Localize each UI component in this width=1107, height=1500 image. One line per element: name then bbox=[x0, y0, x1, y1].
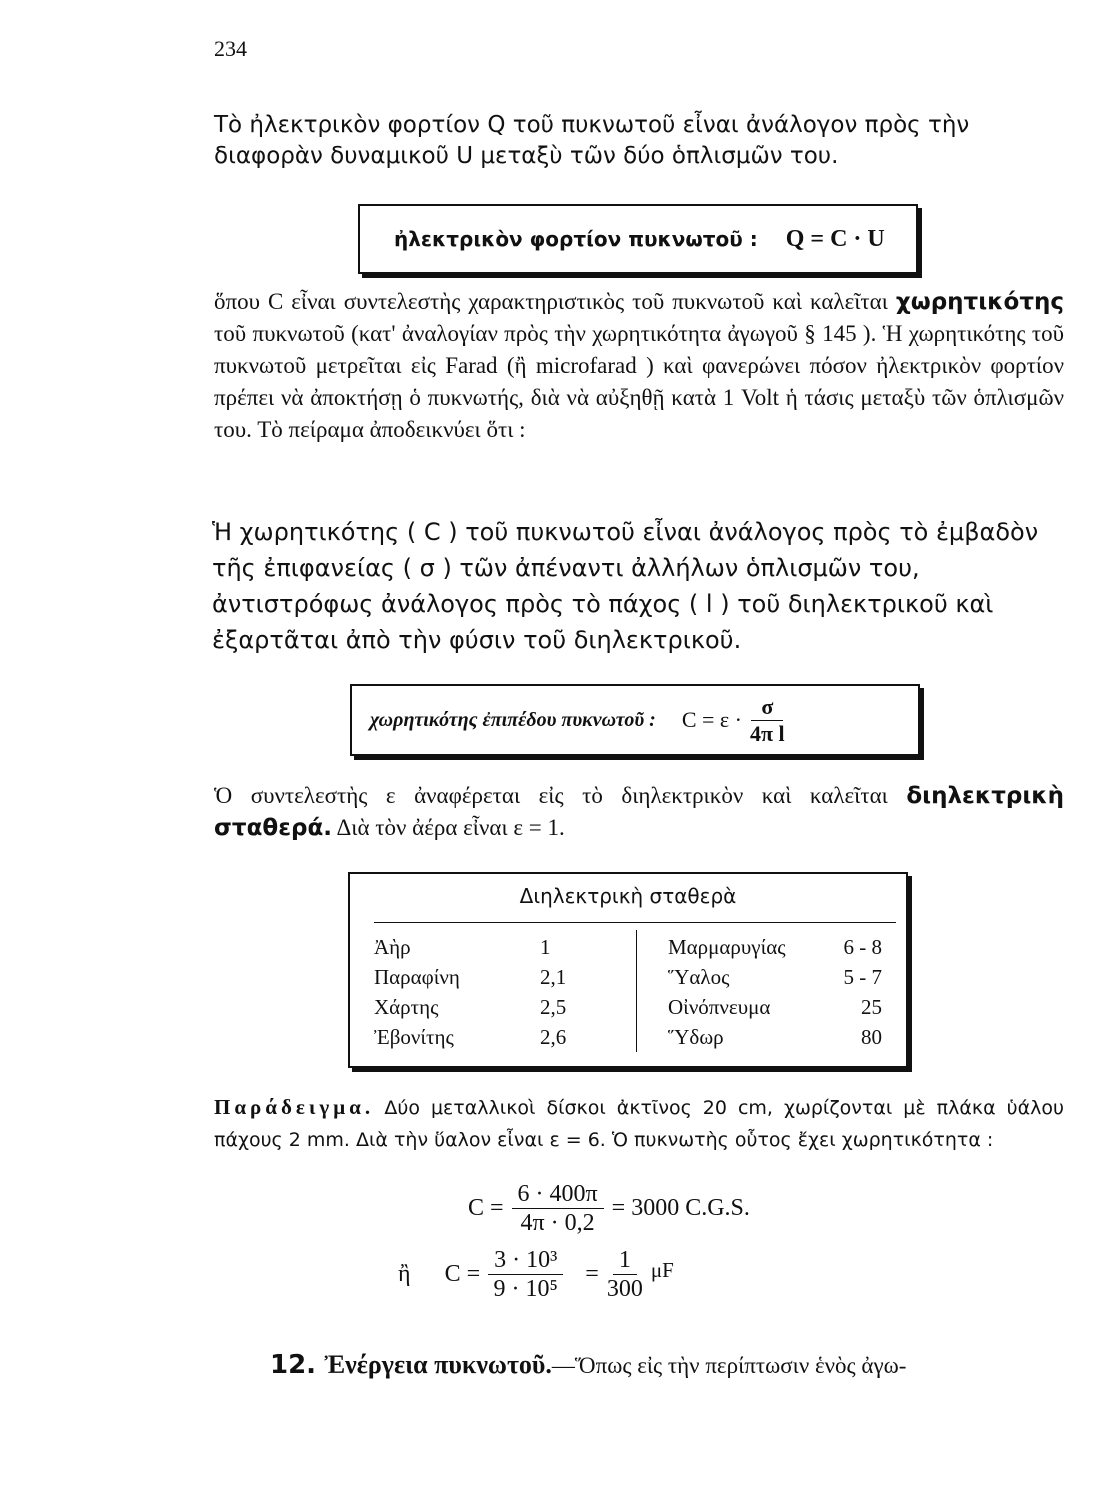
formula-numerator: σ bbox=[751, 694, 783, 721]
table-cell: 5 - 7 bbox=[843, 965, 882, 989]
table-cell: Οἰνόπνευμα bbox=[668, 995, 771, 1019]
calc-denominator: 9 · 10⁵ bbox=[493, 1276, 558, 1302]
formula-box-plate bbox=[350, 684, 920, 756]
section-title: Ἐνέργεια πυκνωτοῦ. bbox=[324, 1350, 552, 1379]
formula-equation: Q = C · U bbox=[785, 225, 885, 252]
section-text: —Ὅπως εἰς τὴν περίπτωσιν ἑνὸς ἀγω- bbox=[551, 1353, 907, 1378]
calc-unit: μF bbox=[650, 1258, 674, 1282]
formula-lhs: C = ε · bbox=[681, 707, 742, 732]
table-cell: 2,5 bbox=[540, 995, 567, 1019]
formula-equation bbox=[682, 694, 785, 747]
calc-line-1 bbox=[468, 1180, 750, 1237]
example-paragraph bbox=[214, 1092, 1064, 1156]
formula-denominator: 4π l bbox=[749, 720, 785, 746]
table-cell: 6 - 8 bbox=[843, 935, 882, 959]
example-label: Παράδειγμα. bbox=[214, 1095, 375, 1119]
capacitance-rest: τοῦ πυκνωτοῦ (κατ' ἀναλογίαν πρὸς τὴν χωρητικότητα ἀγωγοῦ § 145 ). Ἡ χωρητικότης τοῦ πυκνωτοῦ μετρεῖται εἰς Farad (ἢ microfarad ) καὶ φανερώνει πόσον ἠλεκτρικὸν φορτίον πρέπει νὰ ἀποκτήσῃ ὁ πυκνωτής, διὰ νὰ αὐξηθῇ κατὰ 1 Volt ἡ τάσις μεταξὺ τῶν ὁπλισμῶν του. Τὸ πείραμα ἀποδεικνύει ὅτι : bbox=[214, 321, 1064, 442]
table-left-values bbox=[540, 932, 566, 1052]
table-cell: 2,1 bbox=[540, 965, 567, 989]
table-rule bbox=[374, 922, 896, 923]
calc-numerator: 3 · 10³ bbox=[488, 1246, 563, 1275]
formula-box-charge bbox=[358, 204, 918, 274]
table-cell: 80 bbox=[861, 1025, 882, 1049]
calc-line-2 bbox=[398, 1246, 674, 1303]
term-dielectric-constant: διηλεκτρικὴ σταθερά. bbox=[214, 783, 1065, 841]
paragraph-capacitance bbox=[214, 286, 1064, 446]
calc-lhs: C = bbox=[468, 1195, 504, 1221]
table-cell: Ἐβονίτης bbox=[374, 1025, 454, 1049]
formula-label: χωρητικότης ἐπιπέδου πυκνωτοῦ : bbox=[370, 708, 656, 731]
capacitance-intro: ὅπου C εἶναι συντελεστὴς χαρακτηριστικὸς τοῦ πυκνωτοῦ καὶ καλεῖται bbox=[214, 289, 888, 314]
calc-rhs: = 3000 C.G.S. bbox=[611, 1195, 750, 1221]
calc-numerator-2: 1 bbox=[613, 1246, 637, 1275]
dielectric-table bbox=[348, 872, 908, 1068]
table-divider bbox=[636, 930, 637, 1052]
table-right-values bbox=[816, 932, 882, 1052]
formula-label: ἠλεκτρικὸν φορτίον πυκνωτοῦ : bbox=[394, 227, 758, 251]
table-cell: Παραφίνη bbox=[374, 965, 460, 989]
section-heading bbox=[270, 1350, 906, 1380]
table-cell: Ὕδωρ bbox=[668, 1025, 724, 1049]
page-number: 234 bbox=[214, 36, 247, 61]
paragraph-law: Ἡ χωρητικότης ( C ) τοῦ πυκνωτοῦ εἶναι ἀνάλογος πρὸς τὸ ἐμβαδὸν τῆς ἐπιφανείας ( σ ) τῶν ἀπέναντι ἀλλήλων ὁπλισμῶν του, ἀντιστρόφως ἀνάλογος πρὸς τὸ πάχος ( l ) τοῦ διηλεκτρικοῦ καὶ ἐξαρτᾶται ἀπὸ τὴν φύσιν τοῦ διηλεκτρικοῦ. bbox=[212, 518, 1039, 654]
table-caption: Διηλεκτρικὴ σταθερὰ bbox=[519, 884, 737, 908]
table-cell: Ὕαλος bbox=[668, 965, 730, 989]
calc-numerator: 6 · 400π bbox=[512, 1180, 604, 1209]
table-left-names bbox=[374, 932, 460, 1052]
paragraph-charge: Τὸ ἠλεκτρικὸν φορτίον Q τοῦ πυκνωτοῦ εἶναι ἀνάλογον πρὸς τὴν διαφορὰν δυναμικοῦ U μεταξὺ τῶν δύο ὁπλισμῶν του. bbox=[214, 112, 970, 169]
calc-lhs: C = bbox=[444, 1261, 481, 1287]
table-cell: 2,6 bbox=[540, 1025, 567, 1049]
dielectric-rest: Διὰ τὸν ἀέρα εἶναι ε = 1. bbox=[336, 815, 565, 840]
section-number: 12. bbox=[270, 1350, 317, 1380]
example-text: Δύο μεταλλικοὶ δίσκοι ἀκτῖνος 20 cm, χωρίζονται μὲ πλάκα ὑάλου πάχους 2 mm. Διὰ τὴν ὕαλον εἶναι ε = 6. Ὁ πυκνωτὴς οὗτος ἔχει χωρητικότητα : bbox=[214, 1097, 1064, 1151]
term-capacitance: χωρητικότης bbox=[895, 289, 1065, 315]
table-cell: Μαρμαρυγίας bbox=[668, 935, 786, 959]
calc-equals: = bbox=[585, 1261, 599, 1287]
dielectric-intro: Ὁ συντελεστὴς ε ἀναφέρεται εἰς τὸ διηλεκτρικὸν καὶ καλεῖται bbox=[214, 783, 888, 808]
table-cell: Ἀὴρ bbox=[374, 935, 411, 959]
calc-denominator-2: 300 bbox=[606, 1276, 643, 1302]
paragraph-dielectric bbox=[214, 780, 1064, 844]
calc-or: ἢ bbox=[398, 1261, 411, 1287]
table-right-names bbox=[668, 932, 786, 1052]
table-cell: 25 bbox=[861, 995, 882, 1019]
calc-denominator: 4π · 0,2 bbox=[520, 1210, 595, 1236]
table-cell: Χάρτης bbox=[374, 995, 439, 1019]
table-cell: 1 bbox=[540, 935, 551, 959]
